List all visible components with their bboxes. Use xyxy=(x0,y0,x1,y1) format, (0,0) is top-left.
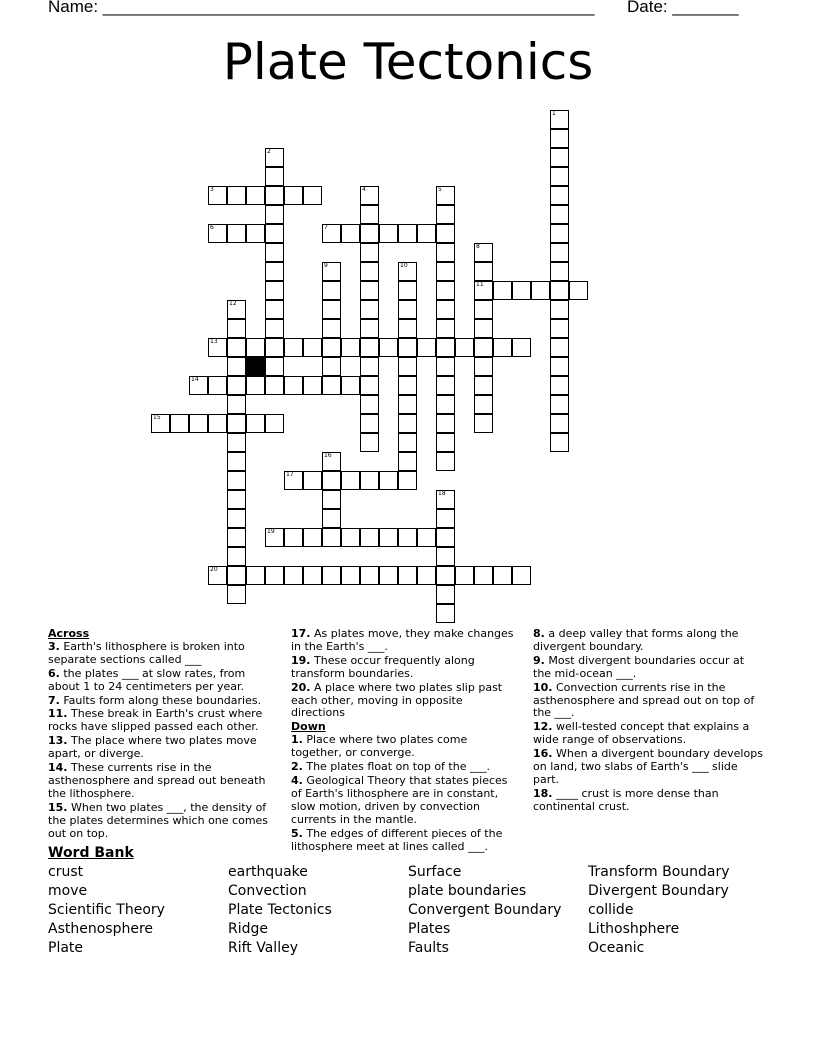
clue-number: 17 xyxy=(286,471,294,478)
crossword-cell[interactable] xyxy=(550,357,569,376)
word-bank-item: Oceanic xyxy=(588,940,645,956)
crossword-cell[interactable] xyxy=(189,414,208,433)
crossword-cell[interactable] xyxy=(303,376,322,395)
crossword-cell[interactable] xyxy=(265,357,284,376)
crossword-cell[interactable] xyxy=(360,319,379,338)
clue-down: 9. Most divergent boundaries occur at the mid-ocean ___. xyxy=(533,653,745,680)
crossword-cell[interactable] xyxy=(246,224,265,243)
word-bank-item: Plates xyxy=(408,921,451,937)
crossword-cell[interactable] xyxy=(417,528,436,547)
crossword-cell[interactable] xyxy=(360,224,379,243)
crossword-cell[interactable] xyxy=(379,471,398,490)
word-bank-title: Word Bank xyxy=(48,845,134,861)
clue-number: 8 xyxy=(476,243,480,250)
crossword-cell[interactable] xyxy=(436,528,455,547)
crossword-cell[interactable] xyxy=(474,414,493,433)
crossword-cell[interactable] xyxy=(360,357,379,376)
crossword-cell[interactable] xyxy=(341,471,360,490)
crossword-cell[interactable] xyxy=(360,262,379,281)
crossword-cell[interactable] xyxy=(227,433,246,452)
crossword-cell[interactable] xyxy=(474,300,493,319)
word-bank-item: Plate Tectonics xyxy=(228,902,332,918)
crossword-cell[interactable] xyxy=(379,338,398,357)
crossword-cell[interactable] xyxy=(208,376,227,395)
crossword-cell[interactable] xyxy=(436,262,455,281)
crossword-cell[interactable] xyxy=(265,281,284,300)
clue-number: 7 xyxy=(324,224,328,231)
crossword-cell[interactable] xyxy=(227,186,246,205)
crossword-cell[interactable] xyxy=(341,566,360,585)
crossword-cell[interactable] xyxy=(474,262,493,281)
crossword-cell[interactable] xyxy=(284,528,303,547)
clue-number: 5 xyxy=(438,186,442,193)
crossword-cell[interactable] xyxy=(322,528,341,547)
word-bank-item: Rift Valley xyxy=(228,940,298,956)
clue-number: 15 xyxy=(153,414,161,421)
crossword-cell[interactable] xyxy=(398,414,417,433)
crossword-cell[interactable] xyxy=(512,566,531,585)
clue-number: 20 xyxy=(210,566,218,573)
crossword-cell[interactable] xyxy=(436,319,455,338)
clue-down: 2. The plates float on top of the ___. xyxy=(291,760,490,774)
crossword-cell[interactable] xyxy=(550,243,569,262)
crossword-cell[interactable] xyxy=(531,281,550,300)
clue-across: 19. These occur frequently along transform boundaries. xyxy=(291,653,475,680)
crossword-cell[interactable] xyxy=(227,566,246,585)
crossword-cell[interactable] xyxy=(360,281,379,300)
clue-down: 5. The edges of different pieces of the lithosphere meet at lines called ___. xyxy=(291,826,503,853)
crossword-cell[interactable] xyxy=(341,376,360,395)
clue-down: 4. Geological Theory that states pieces of Earth's lithosphere are in constant, slow motion, driven by convection currents in the mantle. xyxy=(291,773,508,826)
crossword-cell[interactable] xyxy=(284,566,303,585)
crossword-cell[interactable] xyxy=(208,414,227,433)
crossword-cell[interactable] xyxy=(322,471,341,490)
crossword-cell[interactable] xyxy=(341,528,360,547)
crossword-cell[interactable] xyxy=(246,186,265,205)
word-bank-item: earthquake xyxy=(228,864,308,880)
crossword-cell[interactable] xyxy=(265,319,284,338)
crossword-cell[interactable] xyxy=(227,357,246,376)
crossword-cell[interactable] xyxy=(436,566,455,585)
crossword-cell[interactable] xyxy=(550,414,569,433)
clue-number: 14 xyxy=(191,376,199,383)
crossword-cell[interactable] xyxy=(360,414,379,433)
crossword-cell[interactable] xyxy=(436,433,455,452)
clue-down: 18. ____ crust is more dense than continental crust. xyxy=(533,786,719,813)
clue-number: 18 xyxy=(438,490,446,497)
clue-across: 6. the plates ___ at slow rates, from about 1 to 24 centimeters per year. xyxy=(48,666,246,693)
blocked-cell xyxy=(246,357,265,376)
crossword-cell[interactable] xyxy=(227,319,246,338)
date-field[interactable]: Date: _______ xyxy=(627,0,739,16)
crossword-cell[interactable] xyxy=(474,319,493,338)
crossword-cell[interactable] xyxy=(550,281,569,300)
crossword-cell[interactable] xyxy=(436,452,455,471)
crossword-cell[interactable] xyxy=(436,509,455,528)
crossword-cell[interactable] xyxy=(398,357,417,376)
crossword-cell[interactable] xyxy=(227,471,246,490)
crossword-cell[interactable] xyxy=(265,414,284,433)
crossword-cell[interactable] xyxy=(303,471,322,490)
crossword-cell[interactable] xyxy=(322,300,341,319)
crossword-cell[interactable] xyxy=(550,129,569,148)
crossword-cell[interactable] xyxy=(322,338,341,357)
word-bank-item: Plate xyxy=(48,940,84,956)
crossword-cell[interactable] xyxy=(493,338,512,357)
crossword-cell[interactable] xyxy=(550,262,569,281)
crossword-cell[interactable] xyxy=(398,300,417,319)
crossword-cell[interactable] xyxy=(436,205,455,224)
crossword-cell[interactable] xyxy=(550,395,569,414)
clue-across: 7. Faults form along these boundaries. xyxy=(48,693,262,707)
word-bank-item: plate boundaries xyxy=(408,883,527,899)
crossword-cell[interactable] xyxy=(227,338,246,357)
crossword-cell[interactable] xyxy=(550,433,569,452)
crossword-cell[interactable] xyxy=(493,566,512,585)
crossword-cell[interactable] xyxy=(265,338,284,357)
crossword-cell[interactable] xyxy=(303,566,322,585)
clue-number: 10 xyxy=(400,262,408,269)
crossword-cell[interactable] xyxy=(360,433,379,452)
crossword-cell[interactable] xyxy=(436,395,455,414)
clue-down: 12. well-tested concept that explains a wide range of observations. xyxy=(533,720,750,747)
crossword-cell[interactable] xyxy=(398,224,417,243)
crossword-cell[interactable] xyxy=(436,547,455,566)
crossword-cell[interactable] xyxy=(360,205,379,224)
crossword-cell[interactable] xyxy=(360,566,379,585)
crossword-cell[interactable] xyxy=(436,243,455,262)
crossword-cell[interactable] xyxy=(322,376,341,395)
word-bank-item: move xyxy=(48,883,88,899)
crossword-cell[interactable] xyxy=(360,376,379,395)
clue-number: 16 xyxy=(324,452,332,459)
crossword-cell[interactable] xyxy=(227,452,246,471)
clue-down: 1. Place where two plates come together, or converge. xyxy=(291,733,468,760)
crossword-cell[interactable] xyxy=(227,585,246,604)
word-bank-item: crust xyxy=(48,864,84,880)
clue-across: 14. These currents rise in the asthenosphere and spread out beneath the lithosphere. xyxy=(48,761,266,800)
crossword-cell[interactable] xyxy=(550,319,569,338)
crossword-cell[interactable] xyxy=(360,395,379,414)
crossword-cell[interactable] xyxy=(550,205,569,224)
crossword-cell[interactable] xyxy=(227,547,246,566)
crossword-cell[interactable] xyxy=(284,186,303,205)
clue-across: 20. A place where two plates slip past each other, moving in opposite directions xyxy=(291,680,503,720)
crossword-cell[interactable] xyxy=(360,471,379,490)
crossword-cell[interactable] xyxy=(436,585,455,604)
word-bank-item: collide xyxy=(588,902,634,918)
crossword-cell[interactable] xyxy=(474,566,493,585)
crossword-cell[interactable] xyxy=(360,243,379,262)
clue-number: 3 xyxy=(210,186,214,193)
crossword-cell[interactable] xyxy=(246,338,265,357)
crossword-cell[interactable] xyxy=(265,186,284,205)
crossword-cell[interactable] xyxy=(398,338,417,357)
crossword-cell[interactable] xyxy=(284,376,303,395)
crossword-cell[interactable] xyxy=(474,395,493,414)
crossword-cell[interactable] xyxy=(322,490,341,509)
crossword-cell[interactable] xyxy=(379,224,398,243)
word-bank-item: Transform Boundary xyxy=(588,864,730,880)
crossword-cell[interactable] xyxy=(569,281,588,300)
word-bank-item: Ridge xyxy=(228,921,269,937)
crossword-cell[interactable] xyxy=(436,376,455,395)
crossword-cell[interactable] xyxy=(512,281,531,300)
crossword-cell[interactable] xyxy=(227,376,246,395)
crossword-cell[interactable] xyxy=(227,509,246,528)
crossword-cell[interactable] xyxy=(398,566,417,585)
crossword-cell[interactable] xyxy=(550,186,569,205)
crossword-cell[interactable] xyxy=(360,528,379,547)
clue-number: 6 xyxy=(210,224,214,231)
crossword-cell[interactable] xyxy=(265,566,284,585)
crossword-cell[interactable] xyxy=(379,528,398,547)
crossword-cell[interactable] xyxy=(436,300,455,319)
crossword-cell[interactable] xyxy=(322,509,341,528)
crossword-cell[interactable] xyxy=(341,224,360,243)
crossword-cell[interactable] xyxy=(436,357,455,376)
crossword-cell[interactable] xyxy=(512,338,531,357)
word-bank-item: Lithoshphere xyxy=(588,921,680,937)
crossword-cell[interactable] xyxy=(398,452,417,471)
crossword-cell[interactable] xyxy=(436,338,455,357)
crossword-cell[interactable] xyxy=(265,224,284,243)
crossword-cell[interactable] xyxy=(265,243,284,262)
clue-down: 16. When a divergent boundary develops on land, two slabs of Earth's ___ slide part. xyxy=(533,747,763,786)
crossword-cell[interactable] xyxy=(246,414,265,433)
clue-down: 10. Convection currents rise in the asthenosphere and spread out on top of the ___. xyxy=(533,680,755,720)
crossword-cell[interactable] xyxy=(436,604,455,623)
crossword-cell[interactable] xyxy=(455,566,474,585)
clue-number: 2 xyxy=(267,148,271,155)
word-bank-item: Scientific Theory xyxy=(48,902,165,918)
clue-number: 13 xyxy=(210,338,218,345)
crossword-cell[interactable] xyxy=(398,319,417,338)
crossword-cell[interactable] xyxy=(436,414,455,433)
clue-number: 9 xyxy=(324,262,328,269)
crossword-cell[interactable] xyxy=(550,224,569,243)
crossword-cell[interactable] xyxy=(398,471,417,490)
crossword-cell[interactable] xyxy=(455,338,474,357)
clue-across: 3. Earth's lithosphere is broken into separate sections called ___ xyxy=(48,639,245,666)
crossword-cell[interactable] xyxy=(474,357,493,376)
word-bank-item: Convergent Boundary xyxy=(408,902,562,918)
clues-column-3 xyxy=(533,628,765,815)
word-bank-item: Faults xyxy=(408,940,449,956)
crossword-cell[interactable] xyxy=(265,205,284,224)
clue-number: 12 xyxy=(229,300,237,307)
crossword-cell[interactable] xyxy=(227,528,246,547)
crossword-cell[interactable] xyxy=(550,148,569,167)
crossword-cell[interactable] xyxy=(322,281,341,300)
crossword-cell[interactable] xyxy=(341,338,360,357)
crossword-cell[interactable] xyxy=(227,414,246,433)
down-heading: Down xyxy=(291,720,326,734)
crossword-cell[interactable] xyxy=(265,300,284,319)
crossword-cell[interactable] xyxy=(436,224,455,243)
crossword-cell[interactable] xyxy=(322,357,341,376)
crossword-cell[interactable] xyxy=(360,300,379,319)
clue-number: 11 xyxy=(476,281,484,288)
crossword-cell[interactable] xyxy=(379,566,398,585)
crossword-cell[interactable] xyxy=(436,281,455,300)
crossword-cell[interactable] xyxy=(550,376,569,395)
crossword-cell[interactable] xyxy=(474,338,493,357)
clue-number: 4 xyxy=(362,186,366,193)
crossword-cell[interactable] xyxy=(398,528,417,547)
word-bank-item: Convection xyxy=(228,883,307,899)
crossword-cell[interactable] xyxy=(227,395,246,414)
crossword-cell[interactable] xyxy=(360,338,379,357)
crossword-cell[interactable] xyxy=(265,167,284,186)
crossword-cell[interactable] xyxy=(398,376,417,395)
clue-number: 1 xyxy=(552,110,556,117)
crossword-cell[interactable] xyxy=(265,262,284,281)
clue-down: 8. a deep valley that forms along the divergent boundary. xyxy=(533,627,739,653)
crossword-cell[interactable] xyxy=(417,224,436,243)
crossword-cell[interactable] xyxy=(550,338,569,357)
crossword-cell[interactable] xyxy=(303,528,322,547)
crossword-cell[interactable] xyxy=(322,566,341,585)
crossword-cell[interactable] xyxy=(398,433,417,452)
clue-across: 15. When two plates ___, the density of the plates determines which one comes out on top. xyxy=(48,800,269,840)
crossword-cell[interactable] xyxy=(322,319,341,338)
name-field[interactable]: Name: ____________________________________________________ xyxy=(48,0,595,16)
crossword-cell[interactable] xyxy=(398,395,417,414)
crossword-cell[interactable] xyxy=(265,376,284,395)
clue-across: 17. As plates move, they make changes in the Earth's ___. xyxy=(291,627,514,653)
crossword-cell[interactable] xyxy=(246,566,265,585)
word-bank-item: Divergent Boundary xyxy=(588,883,729,899)
crossword-cell[interactable] xyxy=(398,281,417,300)
word-bank-item: Asthenosphere xyxy=(48,921,154,937)
crossword-cell[interactable] xyxy=(550,300,569,319)
crossword-cell[interactable] xyxy=(284,338,303,357)
clue-number: 19 xyxy=(267,528,275,535)
crossword-cell[interactable] xyxy=(303,338,322,357)
crossword-cell[interactable] xyxy=(227,224,246,243)
clues-column-1 xyxy=(48,628,276,842)
crossword-cell[interactable] xyxy=(170,414,189,433)
crossword-cell[interactable] xyxy=(246,376,265,395)
crossword-cell[interactable] xyxy=(474,376,493,395)
crossword-cell[interactable] xyxy=(303,186,322,205)
crossword-cell[interactable] xyxy=(417,566,436,585)
crossword-cell[interactable] xyxy=(417,338,436,357)
crossword-cell[interactable] xyxy=(227,490,246,509)
crossword-cell[interactable] xyxy=(550,167,569,186)
clue-across: 13. The place where two plates move apart, or diverge. xyxy=(48,734,257,761)
clue-across: 11. These break in Earth's crust where rocks have slipped passed each other. xyxy=(48,707,263,734)
crossword-cell[interactable] xyxy=(493,281,512,300)
page-title: Plate Tectonics xyxy=(222,33,594,91)
word-bank-item: Surface xyxy=(408,864,462,880)
clues-column-2 xyxy=(291,628,517,854)
across-heading: Across xyxy=(48,627,90,640)
